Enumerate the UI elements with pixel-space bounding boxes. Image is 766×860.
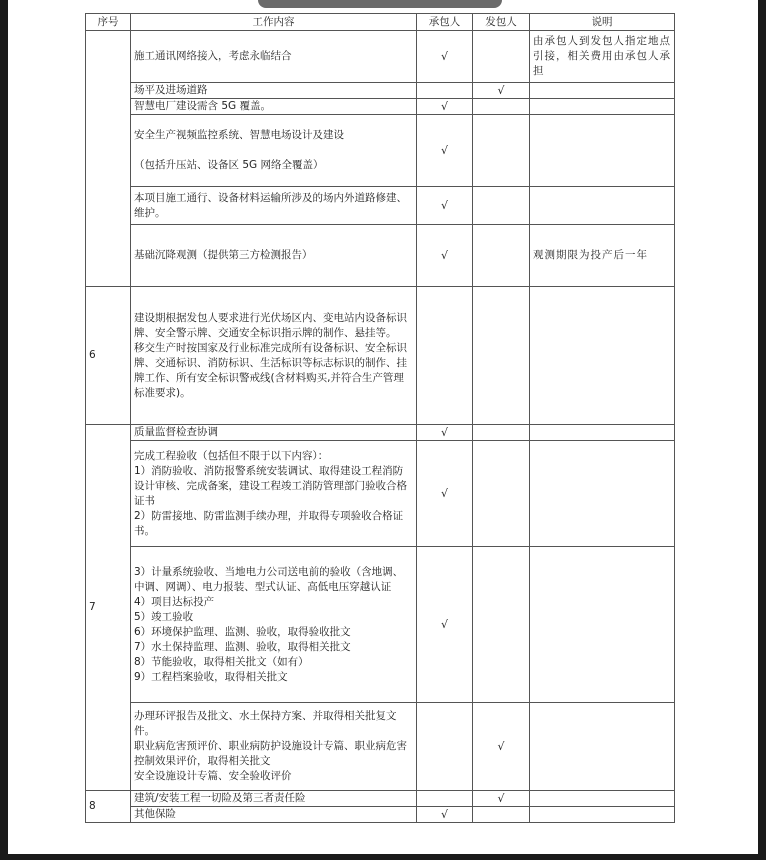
window-edge-bottom — [0, 854, 766, 860]
content-cell: 其他保险 — [131, 807, 417, 823]
content-cell: 安全生产视频监控系统、智慧电场设计及建设 （包括升压站、设备区 5G 网络全覆盖） — [131, 115, 417, 187]
content-cell: 3）计量系统验收、当地电力公司送电前的验收（含地调、中调、网调）、电力报装、型式认证、高低电压穿越认证 4）项目达标投产 5）竣工验收 6）环境保护监理、监测、验收，取得验收批文 7）水土保持监理、监测、验收，取得相关批文 8）节能验收，取得相关批文（如有） 9）工程档案验收，取得相关批文 — [131, 547, 417, 703]
window-edge-left — [0, 0, 8, 860]
header-seq: 序号 — [86, 14, 131, 31]
seq-cell — [86, 31, 131, 287]
employer-cell — [473, 287, 530, 425]
note-cell — [530, 703, 675, 791]
employer-cell — [473, 441, 530, 547]
content-cell: 本项目施工通行、设备材料运输所涉及的场内外道路修建、维护。 — [131, 187, 417, 225]
work-division-table — [85, 13, 675, 823]
contractor-check: √ — [417, 99, 473, 115]
content-cell: 办理环评报告及批文、水土保持方案、并取得相关批复文件。 职业病危害预评价、职业病防护设施设计专篇、职业病危害控制效果评价，取得相关批文 安全设施设计专篇、安全验收评价 — [131, 703, 417, 791]
content-cell: 场平及进场道路 — [131, 83, 417, 99]
contractor-cell — [417, 791, 473, 807]
employer-check: √ — [473, 703, 530, 791]
note-cell — [530, 547, 675, 703]
content-cell: 建设期根据发包人要求进行光伏场区内、变电站内设备标识牌、安全警示牌、交通安全标识指示牌的制作、悬挂等。 移交生产时按国家及行业标准完成所有设备标识、安全标识牌、交通标识、消防标识、生活标识等标志标识的制作、挂牌工作、所有安全标识警戒线(含材料购买,并符合生产管理标准要求)。 — [131, 287, 417, 425]
contractor-check: √ — [417, 425, 473, 441]
note-cell: 由承包人到发包人指定地点引接，相关费用由承包人承担 — [530, 31, 675, 83]
note-cell: 观测期限为投产后一年 — [530, 225, 675, 287]
table-row — [86, 31, 675, 83]
table-row — [86, 703, 675, 791]
contractor-check: √ — [417, 225, 473, 287]
header-note: 说明 — [530, 14, 675, 31]
window-edge-right — [758, 0, 766, 860]
employer-check: √ — [473, 83, 530, 99]
content-cell: 施工通讯网络接入，考虑永临结合 — [131, 31, 417, 83]
note-cell — [530, 807, 675, 823]
employer-cell — [473, 425, 530, 441]
note-cell — [530, 441, 675, 547]
contractor-check: √ — [417, 31, 473, 83]
note-cell — [530, 187, 675, 225]
note-cell — [530, 425, 675, 441]
table-row — [86, 115, 675, 187]
table-row — [86, 807, 675, 823]
table-row — [86, 791, 675, 807]
contractor-check: √ — [417, 187, 473, 225]
table-row — [86, 83, 675, 99]
employer-cell — [473, 225, 530, 287]
contractor-check: √ — [417, 807, 473, 823]
contractor-check: √ — [417, 547, 473, 703]
seq-cell: 7 — [86, 425, 131, 791]
employer-cell — [473, 187, 530, 225]
header-content: 工作内容 — [131, 14, 417, 31]
note-cell — [530, 791, 675, 807]
table-row — [86, 441, 675, 547]
contractor-cell — [417, 703, 473, 791]
table-header-row — [86, 14, 675, 31]
employer-cell — [473, 99, 530, 115]
content-cell: 质量监督检查协调 — [131, 425, 417, 441]
table-row — [86, 99, 675, 115]
seq-cell: 6 — [86, 287, 131, 425]
contractor-cell — [417, 83, 473, 99]
contractor-check: √ — [417, 115, 473, 187]
content-cell: 基础沉降观测（提供第三方检测报告） — [131, 225, 417, 287]
employer-cell — [473, 807, 530, 823]
content-cell: 建筑/安装工程一切险及第三者责任险 — [131, 791, 417, 807]
note-cell — [530, 287, 675, 425]
note-cell — [530, 115, 675, 187]
contractor-check: √ — [417, 441, 473, 547]
employer-cell — [473, 31, 530, 83]
content-cell: 智慧电厂建设需含 5G 覆盖。 — [131, 99, 417, 115]
seq-cell: 8 — [86, 791, 131, 823]
top-handle — [258, 0, 502, 8]
table-row — [86, 187, 675, 225]
employer-cell — [473, 115, 530, 187]
note-cell — [530, 99, 675, 115]
employer-check: √ — [473, 791, 530, 807]
table-row — [86, 225, 675, 287]
table-row — [86, 425, 675, 441]
content-cell: 完成工程验收（包括但不限于以下内容）： 1）消防验收、消防报警系统安装调试、取得建设工程消防设计审核、完成备案，建设工程竣工消防管理部门验收合格证书 2）防雷接地、防雷监测手续办理，并取得专项验收合格证书。 — [131, 441, 417, 547]
header-contractor: 承包人 — [417, 14, 473, 31]
header-employer: 发包人 — [473, 14, 530, 31]
table-row — [86, 287, 675, 425]
note-cell — [530, 83, 675, 99]
employer-cell — [473, 547, 530, 703]
contractor-cell — [417, 287, 473, 425]
table-row — [86, 547, 675, 703]
